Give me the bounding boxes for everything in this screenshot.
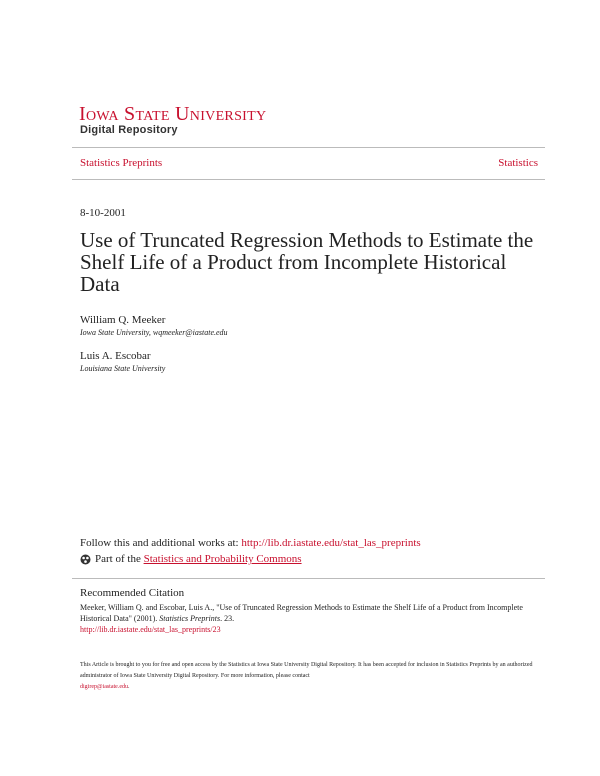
citation-url-link[interactable]: http://lib.dr.iastate.edu/stat_las_preprints/23: [80, 625, 221, 634]
statistics-probability-commons-link[interactable]: Statistics and Probability Commons: [143, 553, 302, 565]
author-affiliation: Iowa State University, wqmeeker@iastate.edu: [80, 328, 228, 337]
nav-divider: [72, 179, 545, 180]
citation-body: [80, 602, 535, 635]
part-of-text: Part of the: [95, 553, 141, 565]
paper-title: Use of Truncated Regression Methods to Estimate the Shelf Life of a Product from Incomplete Historical Data: [80, 228, 534, 296]
citation-divider: [72, 578, 545, 579]
citation-text: Meeker, William Q. and Escobar, Luis A., "Use of Truncated Regression Methods to Estimate the Shelf Life of a Product from Incomplete Historical Data" (2001).: [80, 603, 523, 623]
part-of-line: [80, 553, 302, 565]
top-divider: [72, 147, 545, 148]
preprints-url-link[interactable]: http://lib.dr.iastate.edu/stat_las_preprints: [241, 537, 421, 549]
citation-series: Statistics Preprints: [159, 614, 221, 623]
recommended-citation-heading: Recommended Citation: [80, 587, 185, 599]
publication-date: 8-10-2001: [80, 207, 126, 219]
author-name: William Q. Meeker: [80, 314, 166, 326]
author-name: Luis A. Escobar: [80, 350, 151, 362]
follow-line: [80, 537, 421, 549]
citation-number: . 23.: [220, 614, 235, 623]
statistics-link[interactable]: Statistics: [498, 157, 538, 169]
access-notice-end: .: [128, 684, 130, 690]
access-notice: [80, 660, 535, 693]
author-affiliation: Louisiana State University: [80, 364, 166, 373]
contact-email-link[interactable]: digirep@iastate.edu: [80, 684, 129, 690]
access-notice-text: This Article is brought to you for free and open access by the Statistics at Iowa State University Digital Repository. It has been accepted for inclusion in Statistics Preprints by an authorized administrator of Iowa State University Digital Repository. For more information, please contact: [80, 662, 533, 679]
repository-name: Digital Repository: [80, 124, 178, 136]
statistics-preprints-link[interactable]: Statistics Preprints: [80, 157, 163, 169]
commons-network-icon: [80, 554, 91, 565]
university-logo: Iowa State University: [79, 103, 267, 125]
follow-text: Follow this and additional works at:: [80, 537, 239, 549]
